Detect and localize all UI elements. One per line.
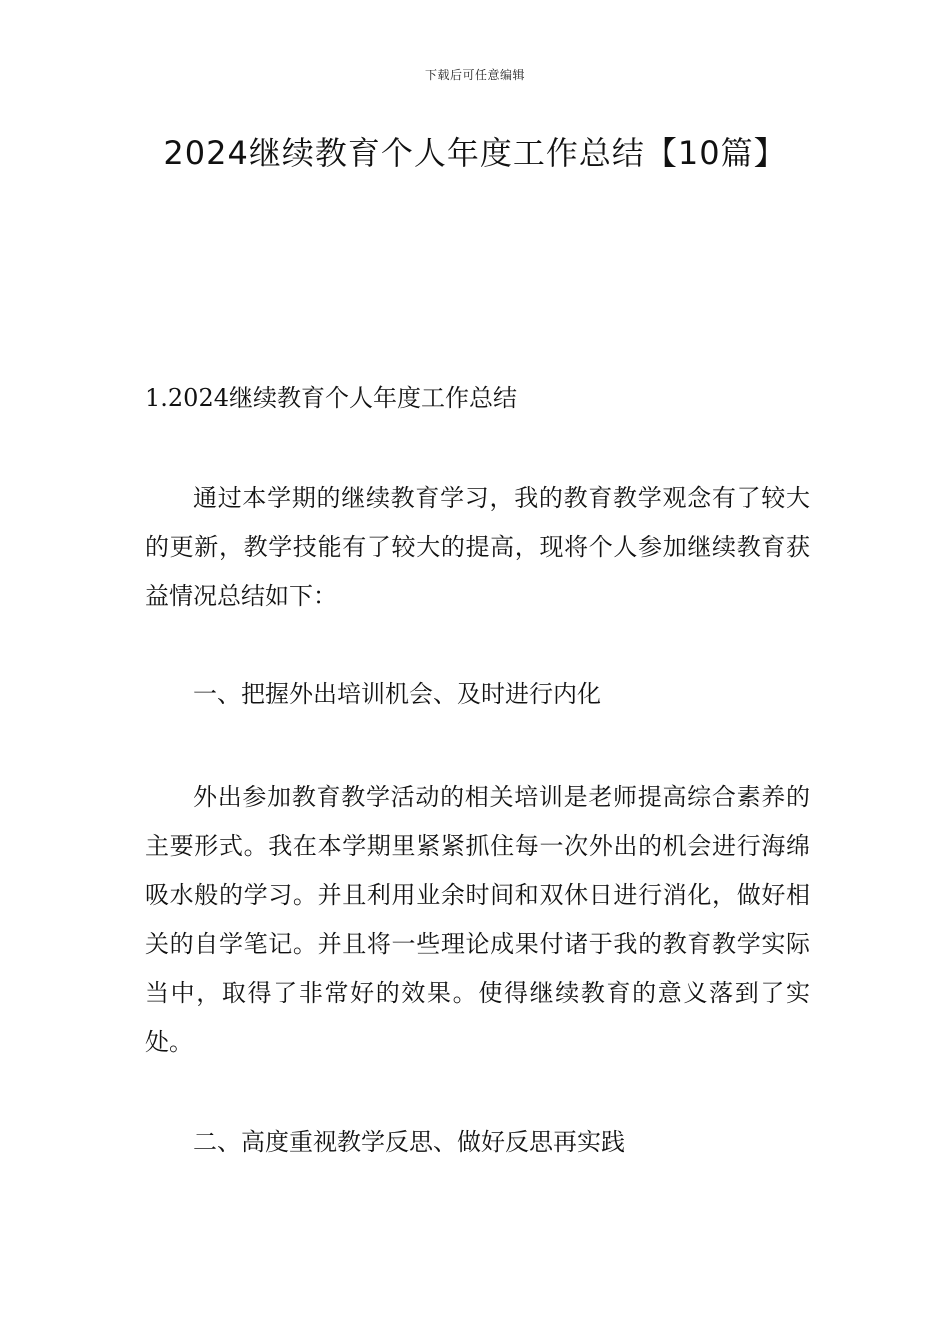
section2-heading: 二、高度重视教学反思、做好反思再实践 — [193, 1128, 625, 1156]
section1-heading: 一、把握外出培训机会、及时进行内化 — [193, 680, 601, 708]
section1-block — [145, 773, 810, 1067]
section1-paragraph: 外出参加教育教学活动的相关培训是老师提高综合素养的主要形式。我在本学期里紧紧抓住每一次外出的机会进行海绵吸水般的学习。并且利用业余时间和双休日进行消化，做好相关的自学笔记。并且将一些理论成果付诸于我的教育教学实际当中，取得了非常好的效果。使得继续教育的意义落到了实处。 — [145, 783, 810, 1056]
intro-block — [145, 474, 810, 621]
header-note: 下载后可任意编辑 — [424, 68, 525, 82]
document-title: 2024继续教育个人年度工作总结【10篇】 — [163, 134, 787, 172]
intro-paragraph: 通过本学期的继续教育学习，我的教育教学观念有了较大的更新，教学技能有了较大的提高，现将个人参加继续教育获益情况总结如下： — [145, 484, 810, 610]
article-heading: 1.2024继续教育个人年度工作总结 — [145, 384, 517, 412]
